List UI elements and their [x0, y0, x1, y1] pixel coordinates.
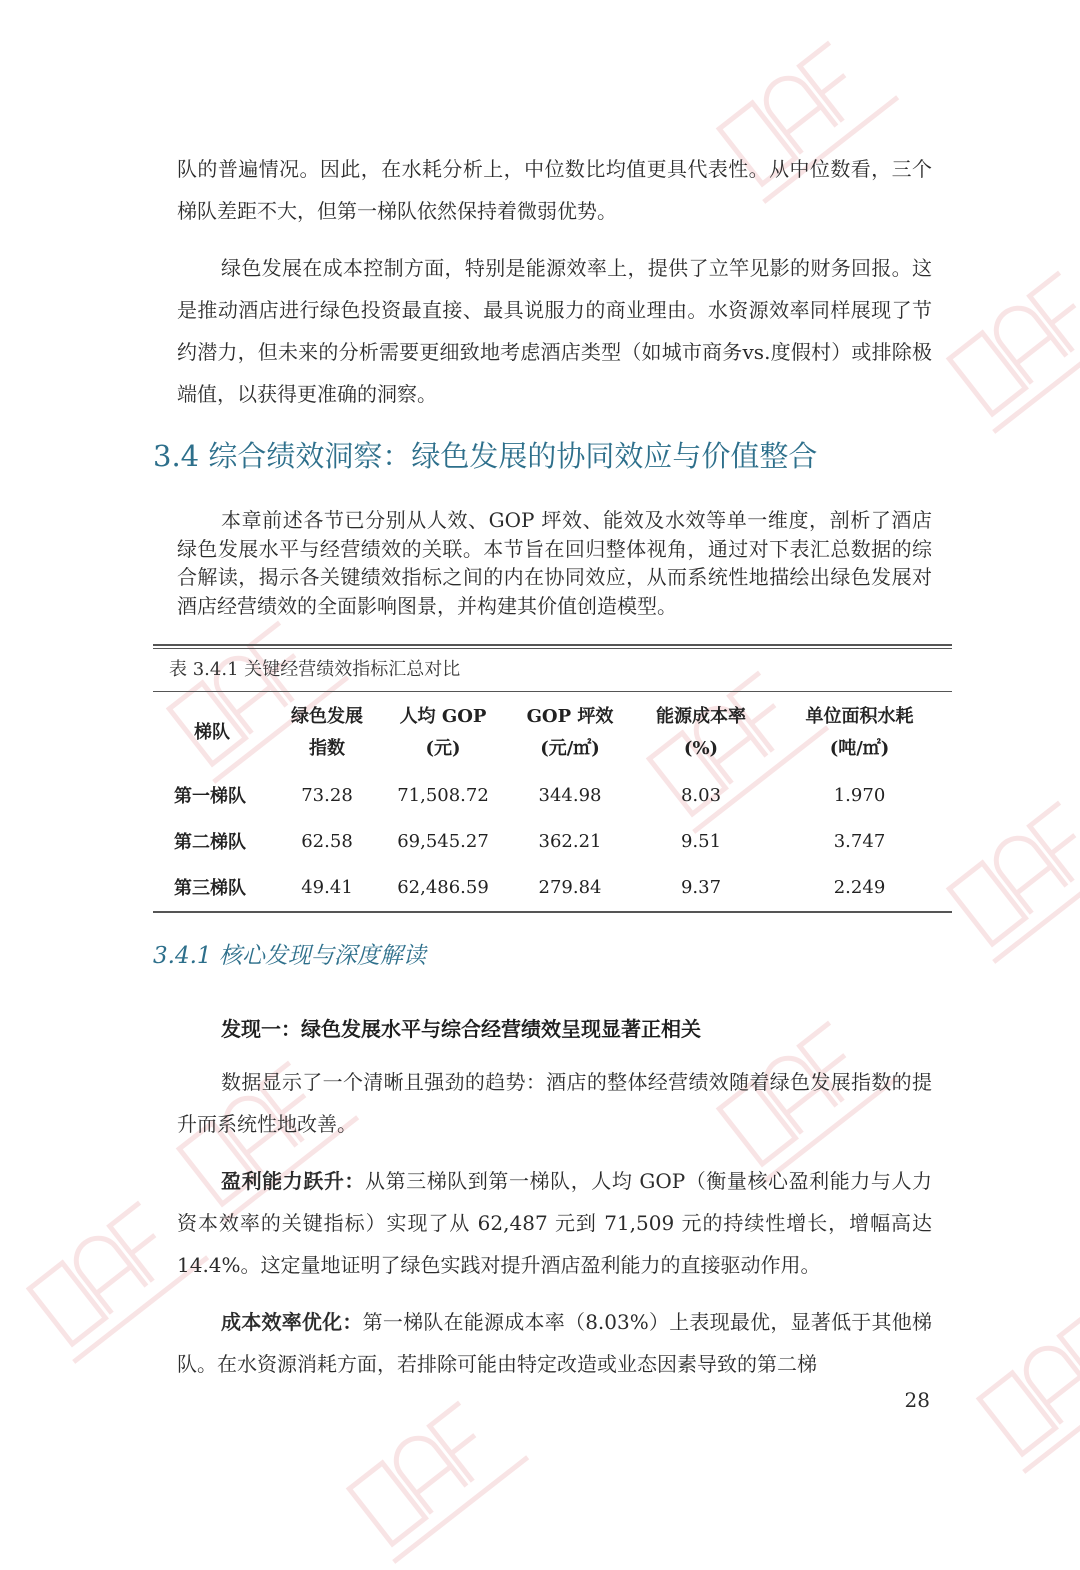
cell-value: 62.58: [301, 830, 353, 852]
cell-value: 9.51: [680, 830, 722, 852]
table-top-rule: [153, 644, 952, 646]
cell-value: 73.28: [301, 784, 353, 806]
header-energy-cost-rate: 能源成本率 (%): [656, 706, 746, 759]
cell-value: 49.41: [301, 876, 353, 898]
header-gop-per-capita: 人均 GOP (元): [399, 706, 487, 759]
section-intro: 本章前述各节已分别从人效、GOP 坪效、能效及水效等单一维度，剖析了酒店绿色发展水平与经营绩效的关联。本节旨在回归整体视角，通过对下表汇总数据的综合解读，揭示各关键绩效指标之间的内在协同效应，从而系统性地描绘出绿色发展对酒店经营绩效的全面影响图景，并构建其价值创造模型。: [177, 508, 932, 618]
profitability-text: 从第三梯队到第一梯队，人均 GOP（衡量核心盈利能力与人力资本效率的关键指标）实现了从 62,487 元到 71,509 元的持续性增长，增幅高达 14.4%。这定量地证明了绿色实践对提升酒店盈利能力的直接驱动作用。: [177, 1169, 933, 1277]
finding-one-text: 数据显示了一个清晰且强劲的趋势：酒店的整体经营绩效随着绿色发展指数的提升而系统性地改善。: [177, 1070, 932, 1136]
watermark-logo: [930, 250, 1080, 440]
cost-efficiency-text: 第一梯队在能源成本率（8.03%）上表现最优，显著低于其他梯队。在水资源消耗方面，若排除可能由特定改造或业态因素导致的第二梯: [177, 1310, 932, 1376]
cell-tier: 第二梯队: [174, 832, 246, 853]
cell-value: 1.970: [833, 784, 886, 806]
cell-value: 71,508.72: [397, 784, 489, 806]
cell-value: 62,486.59: [397, 876, 489, 898]
watermark-logo: [330, 1380, 550, 1570]
cell-value: 9.37: [680, 876, 722, 898]
section-heading: 3.4 综合绩效洞察：绿色发展的协同效应与价值整合: [153, 439, 818, 473]
cell-tier: 第三梯队: [174, 878, 246, 899]
cell-value: 69,545.27: [397, 830, 489, 852]
cell-value: 279.84: [538, 876, 602, 898]
cell-value: 8.03: [680, 784, 722, 806]
subsection-heading: 3.4.1 核心发现与深度解读: [153, 943, 426, 969]
paragraph-water-median: 队的普遍情况。因此，在水耗分析上，中位数比均值更具代表性。从中位数看，三个梯队差距不大，但第一梯队依然保持着微弱优势。: [177, 157, 932, 223]
cell-value: 344.98: [538, 784, 602, 806]
cell-value: 2.249: [833, 876, 886, 898]
table-caption: 表 3.4.1 关键经营绩效指标汇总对比: [169, 659, 461, 680]
finding-one-title: 发现一：绿色发展水平与综合经营绩效呈现显著正相关: [221, 1017, 701, 1041]
table-header-row: [153, 694, 952, 772]
table-row: [153, 864, 952, 910]
paragraph-green-cost: 绿色发展在成本控制方面，特别是能源效率上，提供了立竿见影的财务回报。这是推动酒店进行绿色投资最直接、最具说服力的商业理由。水资源效率同样展现了节约潜力，但未来的分析需要更细致地考虑酒店类型（如城市商务vs.度假村）或排除极端值，以获得更准确的洞察。: [177, 256, 932, 406]
cost-efficiency-label: 成本效率优化：: [221, 1310, 363, 1334]
watermark-logo: [930, 780, 1080, 970]
table-row: [153, 772, 952, 818]
watermark-logo: [960, 1290, 1080, 1480]
table-bottom-rule: [153, 911, 952, 913]
header-green-index: 绿色发展 指数: [291, 706, 363, 759]
table-row: [153, 818, 952, 864]
table-top-rule-inner: [153, 648, 952, 649]
header-gop-per-area: GOP 坪效 (元/㎡): [526, 706, 614, 759]
profitability-label: 盈利能力跃升：: [221, 1169, 365, 1193]
kpi-summary-table: [153, 694, 952, 910]
header-tier: 梯队: [194, 722, 230, 743]
cell-tier: 第一梯队: [174, 786, 246, 807]
paragraph-cost-efficiency: [177, 1301, 932, 1385]
page-number: 28: [904, 1388, 930, 1412]
cell-value: 362.21: [538, 830, 602, 852]
cell-value: 3.747: [833, 830, 886, 852]
table-caption-rule: [153, 691, 952, 692]
paragraph-profitability: [177, 1160, 932, 1286]
header-water-per-area: 单位面积水耗 (吨/㎡): [805, 706, 914, 759]
